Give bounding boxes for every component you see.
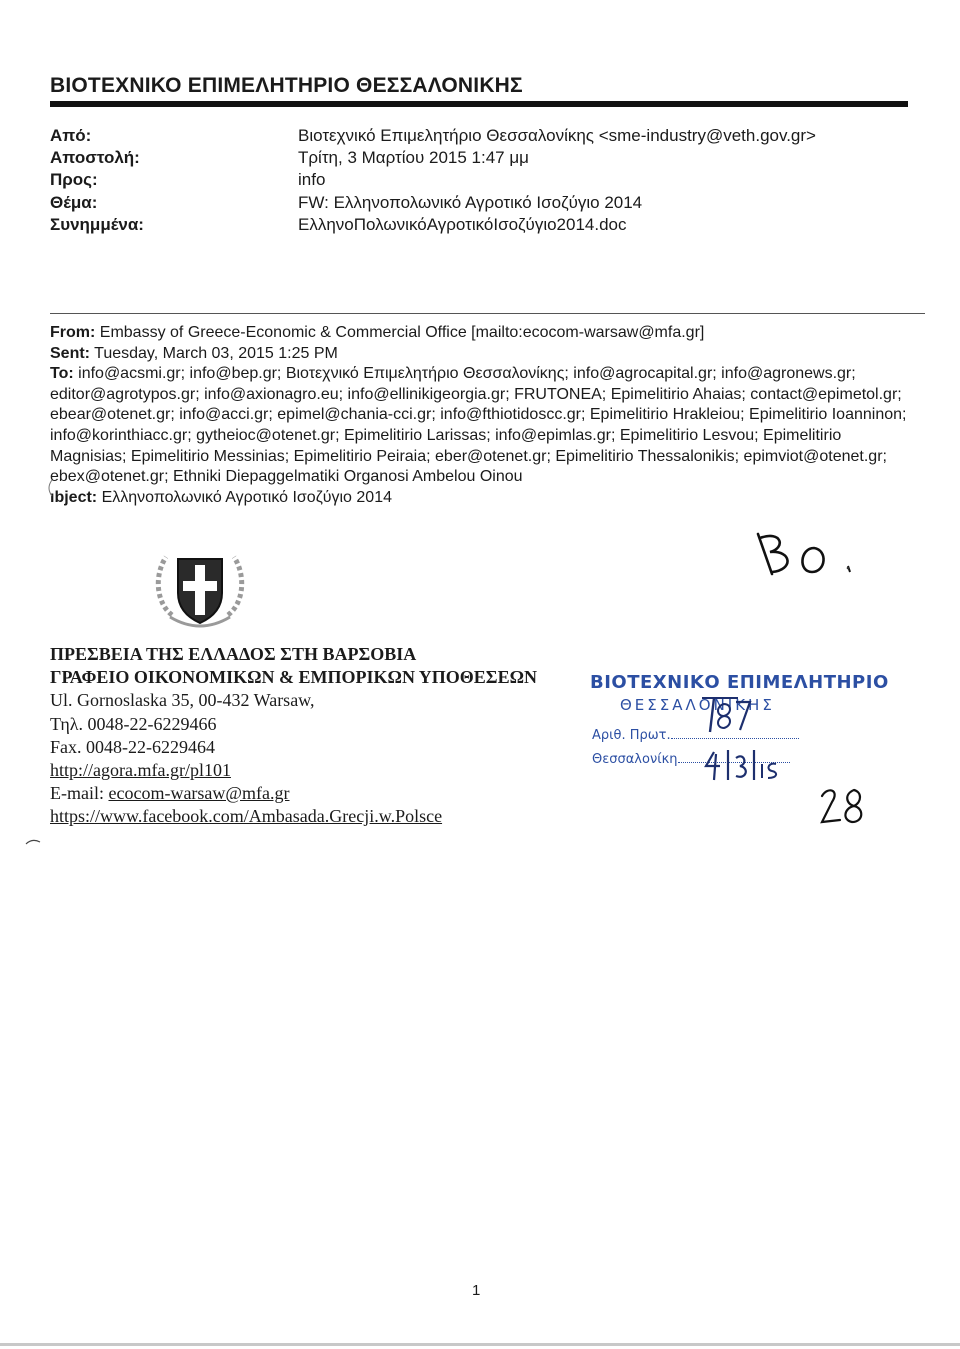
forwarded-from-label: From: bbox=[50, 324, 96, 341]
header-to-value: info bbox=[298, 170, 326, 189]
embassy-office: ΓΡΑΦΕΙΟ ΟΙΚΟΝΟΜΙΚΩΝ & ΕΜΠΟΡΙΚΩΝ ΥΠΟΘΕΣΕΩΝ bbox=[50, 667, 537, 688]
header-from-label: Από: bbox=[50, 126, 92, 145]
forwarded-subject-label: ıbject: bbox=[50, 488, 98, 506]
embassy-name: ΠΡΕΣΒΕΙΑ ΤΗΣ ΕΛΛΑΔΟΣ ΣΤΗ ΒΑΡΣΟΒΙΑ bbox=[50, 644, 417, 664]
forwarded-to-line-3: ebear@otenet.gr; info@acci.gr; epimel@chania-cci.gr; info@fthiotidoscc.gr; Epimelitirio Hrakleiou; Epimelitirio Ioanninon; bbox=[50, 406, 907, 424]
header-subject-value: FW: Ελληνοπολωνικό Αγροτικό Ισοζύγιο 2014 bbox=[298, 193, 643, 212]
forwarded-subject-value: Ελληνοπολωνικό Αγροτικό Ισοζύγιο 2014 bbox=[101, 488, 392, 506]
forwarded-from-value: Embassy of Greece-Economic & Commercial Office [mailto:ecocom-warsaw@mfa.gr] bbox=[99, 324, 705, 341]
page-bottom-edge bbox=[0, 1343, 960, 1346]
embassy-phone: Τηλ. 0048-22-6229466 bbox=[50, 713, 217, 734]
forwarded-to-line-2: editor@agrotypos.gr; info@axionagro.eu; info@ellinikigeorgia.gr; FRUTONEA; Epimelitirio Ahaias; contact@epimetol.gr; bbox=[50, 385, 902, 403]
forwarded-to-line-4: info@korinthiacc.gr; gytheioc@otenet.gr; Epimelitirio Larissas; info@epimlas.gr; Epimelitirio Lesvou; Epimelitirio bbox=[50, 426, 842, 444]
forwarded-sent-value: Tuesday, March 03, 2015 1:25 PM bbox=[94, 344, 338, 362]
forwarded-to-label: To: bbox=[50, 365, 74, 383]
header-from-value: Βιοτεχνικό Επιμελητήριο Θεσσαλονίκης <sme-industry@veth.gov.gr> bbox=[298, 126, 816, 145]
header-to-label: Προς: bbox=[50, 170, 98, 189]
forwarded-to-recipients: info@acsmi.gr; info@bep.gr; Βιοτεχνικό Επιμελητήριο Θεσσαλονίκης; info@agrocapital.gr; info@agronews.gr; bbox=[78, 365, 856, 383]
embassy-address: Ul. Gornoslaska 35, 00-432 Warsaw, bbox=[50, 690, 315, 711]
header-sent-label: Αποστολή: bbox=[50, 148, 140, 167]
header-subject-label: Θέμα: bbox=[50, 193, 98, 212]
stamp-city-line: ΘΕΣΣΑΛΟΝΙΚΗΣ bbox=[620, 696, 775, 714]
embassy-fax: Fax. 0048-22-6229464 bbox=[50, 736, 215, 757]
stamp-org-line: ΒΙΟΤΕΧΝΙΚΟ ΕΠΙΜΕΛΗΤΗΡΙΟ bbox=[590, 672, 889, 693]
header-sent-value: Τρίτη, 3 Μαρτίου 2015 1:47 μμ bbox=[298, 148, 529, 167]
header-attachments-value: ΕλληνοΠολωνικόΑγροτικόΙσοζύγιο2014.doc bbox=[298, 215, 627, 234]
letterhead-title: ΒΙΟΤΕΧΝΙΚΟ ΕΠΙΜΕΛΗΤΗΡΙΟ ΘΕΣΣΑΛΟΝΙΚΗΣ bbox=[50, 74, 523, 97]
forwarded-to-line-6: ebex@otenet.gr; Ethniki Diepaggelmatiki Organosi Ambelou Oinou bbox=[50, 468, 523, 486]
embassy-email-label: E-mail: bbox=[50, 783, 109, 804]
forwarded-sent-label: Sent: bbox=[50, 344, 90, 362]
stamp-place-label: Θεσσαλονίκη bbox=[592, 752, 678, 767]
embassy-email-link[interactable]: ecocom-warsaw@mfa.gr bbox=[108, 783, 290, 804]
forwarded-to-line-5: Magnisias; Epimelitirio Messinias; Epimelitirio Peiraia; eber@otenet.gr; Epimelitirio Thessalonikis; epimviot@otenet.gr; bbox=[50, 447, 887, 465]
embassy-facebook-link[interactable]: https://www.facebook.com/Ambasada.Grecji.w.Polsce bbox=[50, 806, 443, 827]
header-attachments-label: Συνημμένα: bbox=[50, 215, 144, 234]
embassy-website-link[interactable]: http://agora.mfa.gr/pl101 bbox=[50, 760, 231, 781]
stamp-protocol-label: Αριθ. Πρωτ. bbox=[592, 728, 671, 743]
page-number: 1 bbox=[472, 1282, 481, 1299]
